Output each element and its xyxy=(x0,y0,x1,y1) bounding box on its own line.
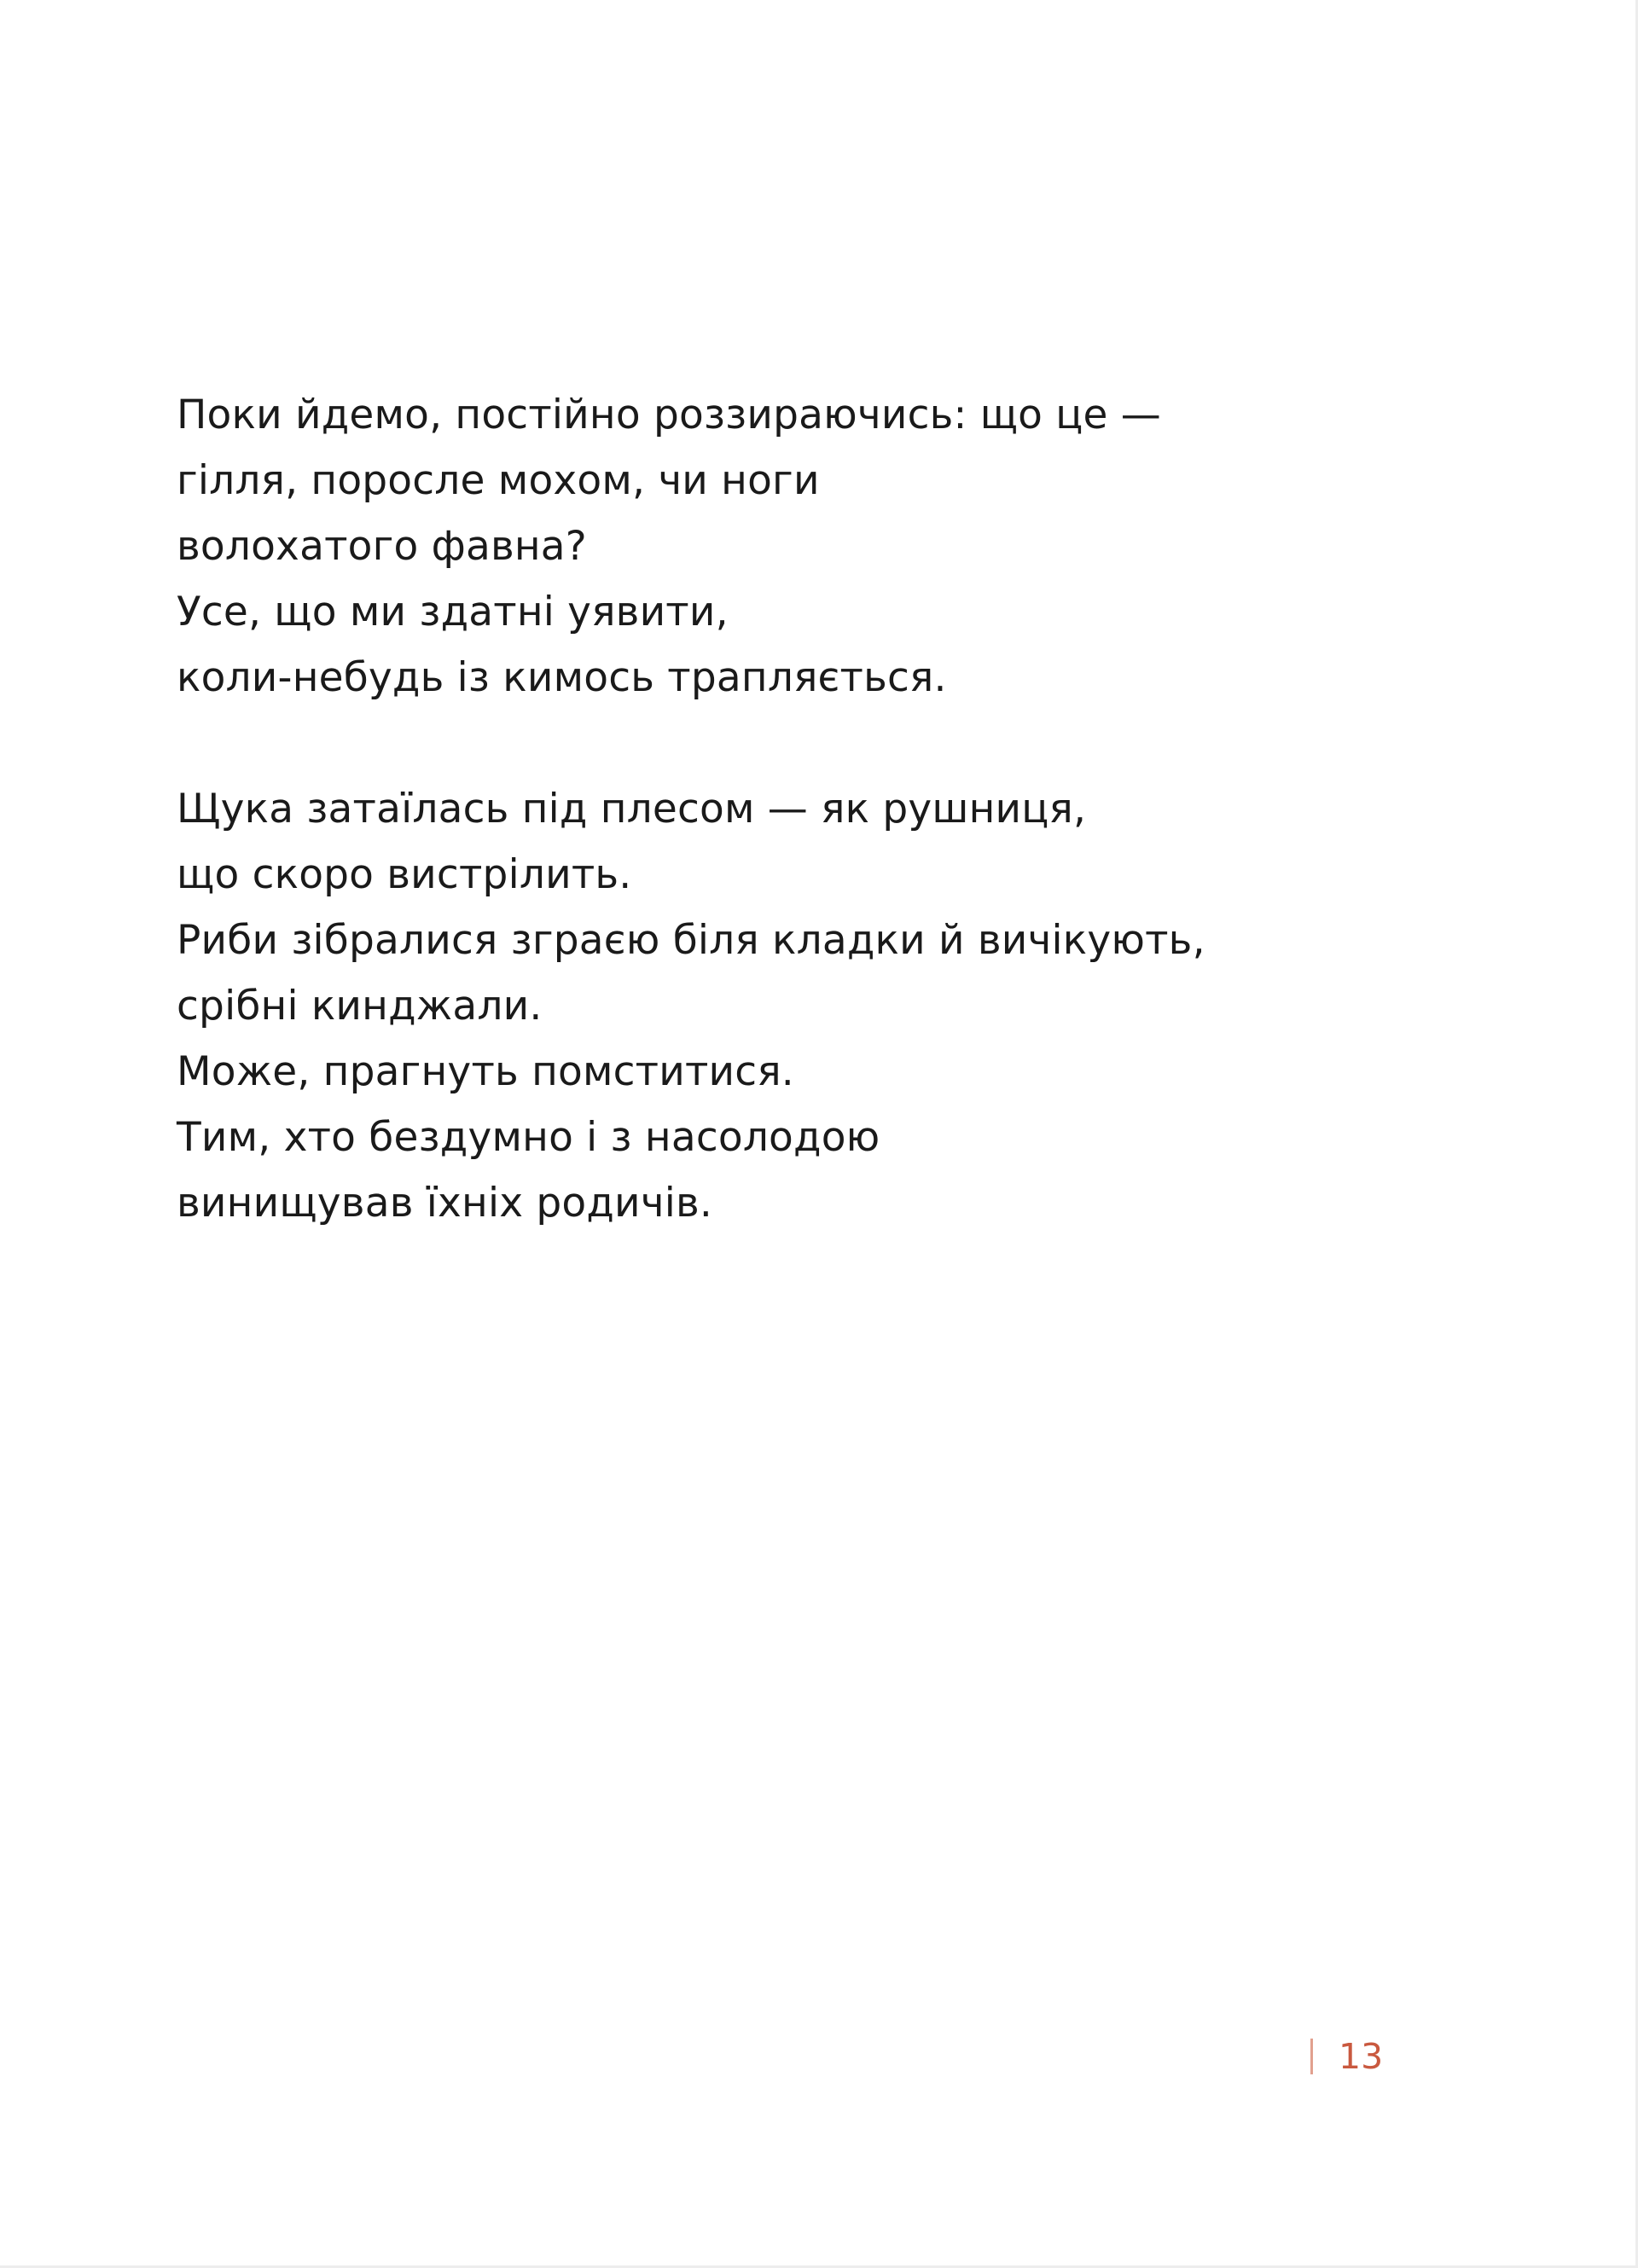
poem-line: Тим, хто бездумно і з насолодою xyxy=(177,1114,880,1161)
folio-divider xyxy=(1310,2039,1313,2074)
stanza-1 xyxy=(177,382,1456,711)
poem-line: Риби зібралися зграєю біля кладки й вичікують, xyxy=(177,917,1205,964)
poem-line: Усе, що ми здатні уявити, xyxy=(177,589,729,635)
poem-line: срібні кинджали. xyxy=(177,983,543,1030)
poem-line: гілля, поросле мохом, чи ноги xyxy=(177,457,820,504)
page-folio xyxy=(1310,2035,1383,2078)
poem-line: Поки йдемо, постійно роззираючись: що це — xyxy=(177,392,1161,438)
poem-line: коли-небудь із кимось трапляється. xyxy=(177,654,947,701)
poem-line: Може, прагнуть помститися. xyxy=(177,1048,794,1095)
poem-line: винищував їхніх родичів. xyxy=(177,1180,713,1227)
poem-line: Щука затаїлась під плесом — як рушниця, xyxy=(177,786,1087,832)
poem-line: що скоро вистрілить. xyxy=(177,851,632,898)
stanza-2 xyxy=(177,776,1456,1236)
poem-line: волохатого фавна? xyxy=(177,523,587,570)
page-number: 13 xyxy=(1339,2036,1384,2077)
poem-body xyxy=(177,382,1456,1236)
